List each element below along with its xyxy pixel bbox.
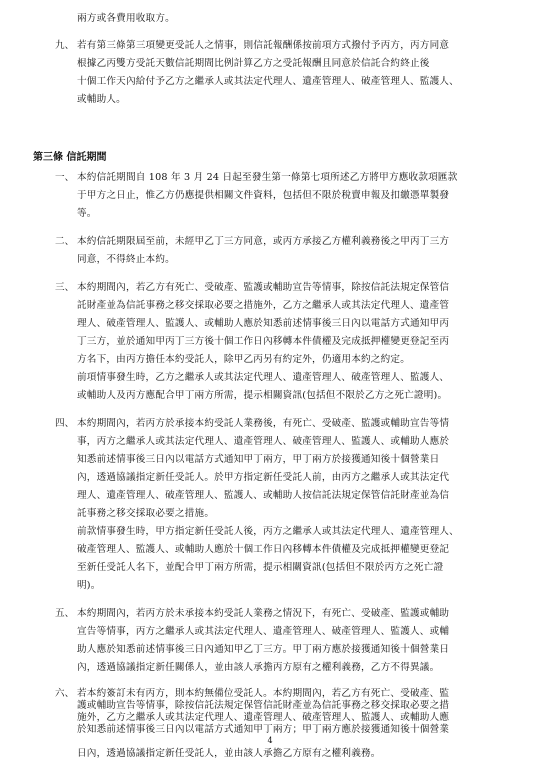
item-6-line: 護或輔助宣告等情事，除按信託法規定保管信託財產並為信託事務之移交採取必要之措	[77, 700, 450, 711]
item-3-line: 前項情事發生時，乙方之繼承人或其法定代理人、遺產管理人、破產管理人、監護人、	[77, 372, 450, 383]
item-number-1: 一、	[55, 172, 75, 183]
item-number-9: 九、	[55, 40, 75, 51]
item-5-line: 本約期間內，若丙方於未承接本約受託人業務之情況下，有死亡、受破產、監護或輔助	[77, 608, 450, 619]
item-number-5: 五、	[55, 608, 75, 619]
item-6-line: 於知悉前述情事後三日內以電話方式通知甲丁兩方；甲丁兩方應於接獲通知後十個營業	[77, 724, 450, 735]
item-4-line: 破產管理人、監護人、或輔助人應於十個工作日內移轉本件債權及完成抵押權變更登記	[77, 544, 450, 555]
item-9-line: 十個工作天內給付予乙方之繼承人或其法定代理人、遺產管理人、破產管理人、監護人、	[77, 76, 459, 87]
item-number-3: 三、	[55, 282, 75, 293]
item-1-line: 等。	[77, 208, 97, 219]
item-2-line: 同意，不得終止本約。	[77, 254, 175, 265]
item-3-line: 託財產並為信託事務之移交採取必要之措施外，乙方之繼承人或其法定代理人、遺產管	[77, 300, 450, 311]
item-4-line: 事，丙方之繼承人或其法定代理人、遺產管理人、破產管理人、監護人、或輔助人應於	[77, 436, 450, 447]
item-6-line: 日內，透過協議指定新任受託人，並由該人承擔乙方原有之權利義務。	[77, 748, 381, 759]
item-6-line: 若本約簽訂未有丙方，則本約無備位受託人。本約期間內，若乙方有死亡、受破產、監	[77, 688, 450, 699]
item-number-2: 二、	[55, 236, 75, 247]
item-3-line: 丁三方，並於通知甲丙丁三方後十個工作日內移轉本件債權及完成抵押權變更登記至丙	[77, 336, 450, 347]
item-4-line: 內，透過協議指定新任受託人。於甲方指定新任受託人前，由丙方之繼承人或其法定代	[77, 472, 450, 483]
item-number-6: 六、	[55, 688, 75, 699]
item-4-line: 明)。	[77, 580, 101, 591]
item-6-line: 施外，乙方之繼承人或其法定代理人、遺產管理人、破產管理人、監護人、或輔助人應	[77, 712, 450, 723]
item-4-line: 知悉前述情事後三日內以電話方式通知甲丁兩方，甲丁兩方於接獲通知後十個營業日	[77, 454, 440, 465]
item-1-line: 本約信託期間自 108 年 3 月 24 日起至發生第一條第七項所述乙方將甲方應收款項匯款	[77, 172, 458, 183]
continuation-line: 兩方或各費用收取方。	[77, 13, 175, 24]
item-2-line: 本約信託期限屆至前，未經甲乙丁三方同意，或丙方承接乙方權利義務後之甲丙丁三方	[77, 236, 450, 247]
item-3-line: 或輔助人及丙方應配合甲丁兩方所需，提示相關資訊(包括但不限於乙方之死亡證明)。	[77, 390, 448, 401]
item-4-line: 理人、遺產管理人、破產管理人、監護人、或輔助人按信託法規定保管信託財產並為信	[77, 490, 450, 501]
item-9-line: 根據乙丙雙方受託天數信託期間比例計算乙方之受託報酬且同意於信託合約終止後	[77, 58, 430, 69]
item-5-line: 宣告等情事，丙方之繼承人或其法定代理人、遺產管理人、破產管理人、監護人、或輔	[77, 626, 450, 637]
item-3-line: 本約期間內，若乙方有死亡、受破產、監護或輔助宣告等情事，除按信託法規定保管信	[77, 282, 450, 293]
item-number-4: 四、	[55, 418, 75, 429]
item-3-line: 理人、破產管理人、監護人、或輔助人應於知悉前述情事後三日內以電話方式通知甲丙	[77, 318, 450, 329]
item-1-line: 于甲方之日止，惟乙方仍應提供相關文件資料，包括但不限於稅賣申報及扣繳憑單製發	[77, 190, 450, 201]
page-number: 4	[267, 736, 273, 745]
item-9-line: 或輔助人。	[77, 94, 126, 105]
item-4-line: 託事務之移交採取必要之措施。	[77, 508, 215, 519]
section-heading: 第三條 信託期間	[33, 152, 107, 163]
item-4-line: 前款情事發生時，甲方指定新任受託人後，丙方之繼承人或其法定代理人、遺產管理人、	[77, 526, 459, 537]
item-4-line: 至新任受託人名下，並配合甲丁兩方所需，提示相關資訊(包括但不限於丙方之死亡證	[77, 562, 444, 573]
item-4-line: 本約期間內，若丙方於承接本約受託人業務後，有死亡、受破產、監護或輔助宣告等情	[77, 418, 450, 429]
item-5-line: 助人應於知悉前述情事後三日內通知甲乙丁三方。甲丁兩方應於接獲通知後十個營業日	[77, 644, 450, 655]
item-3-line: 方名下，由丙方擔任本約受託人，除甲乙丙另有約定外，仍適用本約之約定。	[77, 354, 410, 365]
item-5-line: 內，透過協議指定新任關係人，並由該人承擔丙方原有之權利義務，乙方不得異議。	[77, 662, 440, 673]
item-9-line: 若有第三條第三項變更受託人之情事，則信託報酬係按前項方式撥付予丙方，丙方同意	[77, 40, 450, 51]
